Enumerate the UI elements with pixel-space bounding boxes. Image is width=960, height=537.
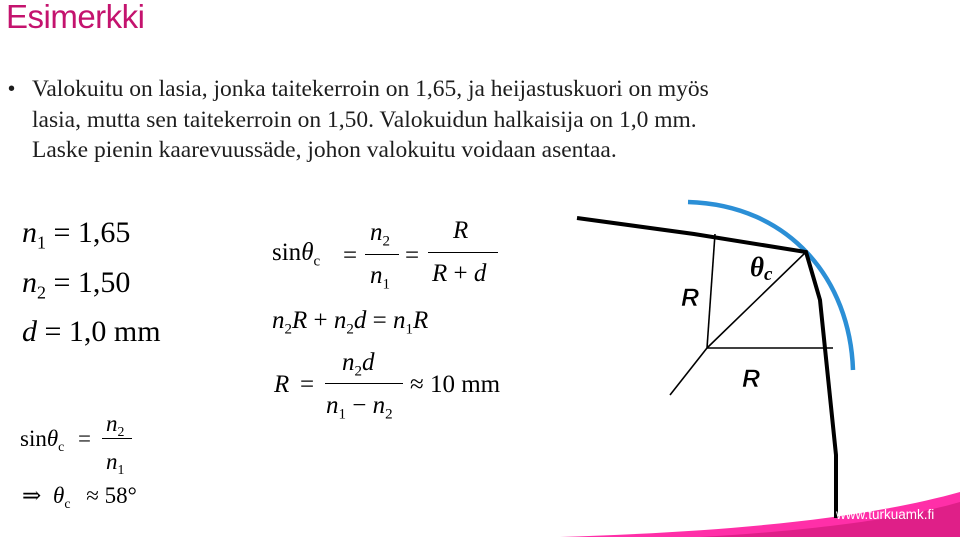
eq-mid-frac1-num: $n_2$ bbox=[370, 219, 390, 250]
eq-mid-eq2: = bbox=[405, 242, 420, 269]
eq-left-result: ⇒ $\theta_c \approx 58^\circ$ bbox=[22, 483, 137, 511]
eq-mid-frac2-num: R bbox=[453, 217, 469, 244]
eq-d-value: = 1,0 mm bbox=[44, 315, 161, 348]
bullet-line-2: lasia, mutta sen taitekerroin on 1,50. Valokuidun halkaisija on 1,0 mm. bbox=[32, 106, 697, 133]
eq-n2-value: = 1,50 bbox=[53, 266, 131, 299]
label-R-upper: R bbox=[681, 284, 700, 312]
eq-mid-frac3-num: $n_2d$ bbox=[342, 349, 375, 380]
eq-n1-value: = 1,65 bbox=[53, 216, 131, 249]
bullet-dot-icon: • bbox=[8, 78, 16, 100]
eq-mid-eq1: = bbox=[343, 242, 358, 269]
eq-mid-frac2-den: R + d bbox=[432, 260, 487, 287]
label-R-lower: R bbox=[742, 365, 761, 393]
eq-mid-sin: sinθ$_c$ bbox=[272, 239, 321, 270]
slide-title: Esimerkki bbox=[6, 0, 145, 35]
eq-mid-frac3-den: $n_1 - n_2$ bbox=[326, 392, 393, 423]
fiber-outer-edge bbox=[577, 218, 836, 518]
bullet-line-3: Laske pienin kaarevuussäde, johon valokuitu voidaan asentaa. bbox=[32, 137, 617, 163]
eq-mid-R-eq: = bbox=[300, 371, 315, 398]
bullet-line-1: Valokuitu on lasia, jonka taitekerroin on 1,65, ja heijastuskuori on myös bbox=[32, 76, 709, 102]
eq-d: d = 1,0 mm bbox=[22, 315, 161, 348]
eq-mid-frac1-den: $n_1$ bbox=[370, 262, 390, 293]
eq-left-frac-num: $n_2$ bbox=[106, 411, 125, 439]
eq-mid-line2: $n_2R + n_2d = n_1R$ bbox=[272, 307, 429, 338]
eq-n1: $n_1 = 1,65$ bbox=[22, 216, 131, 253]
eq-mid-R-result: ≈ 10 mm bbox=[410, 371, 501, 398]
footer-url[interactable]: www.turkuamk.fi bbox=[836, 507, 935, 522]
eq-mid-R: R bbox=[274, 371, 290, 398]
label-theta: θc bbox=[750, 252, 773, 285]
eq-left-sin: sinθ$_c$ = bbox=[20, 426, 92, 454]
eq-left-frac-den: $n_1$ bbox=[106, 449, 125, 477]
eq-n2: $n_2 = 1,50$ bbox=[22, 266, 131, 303]
